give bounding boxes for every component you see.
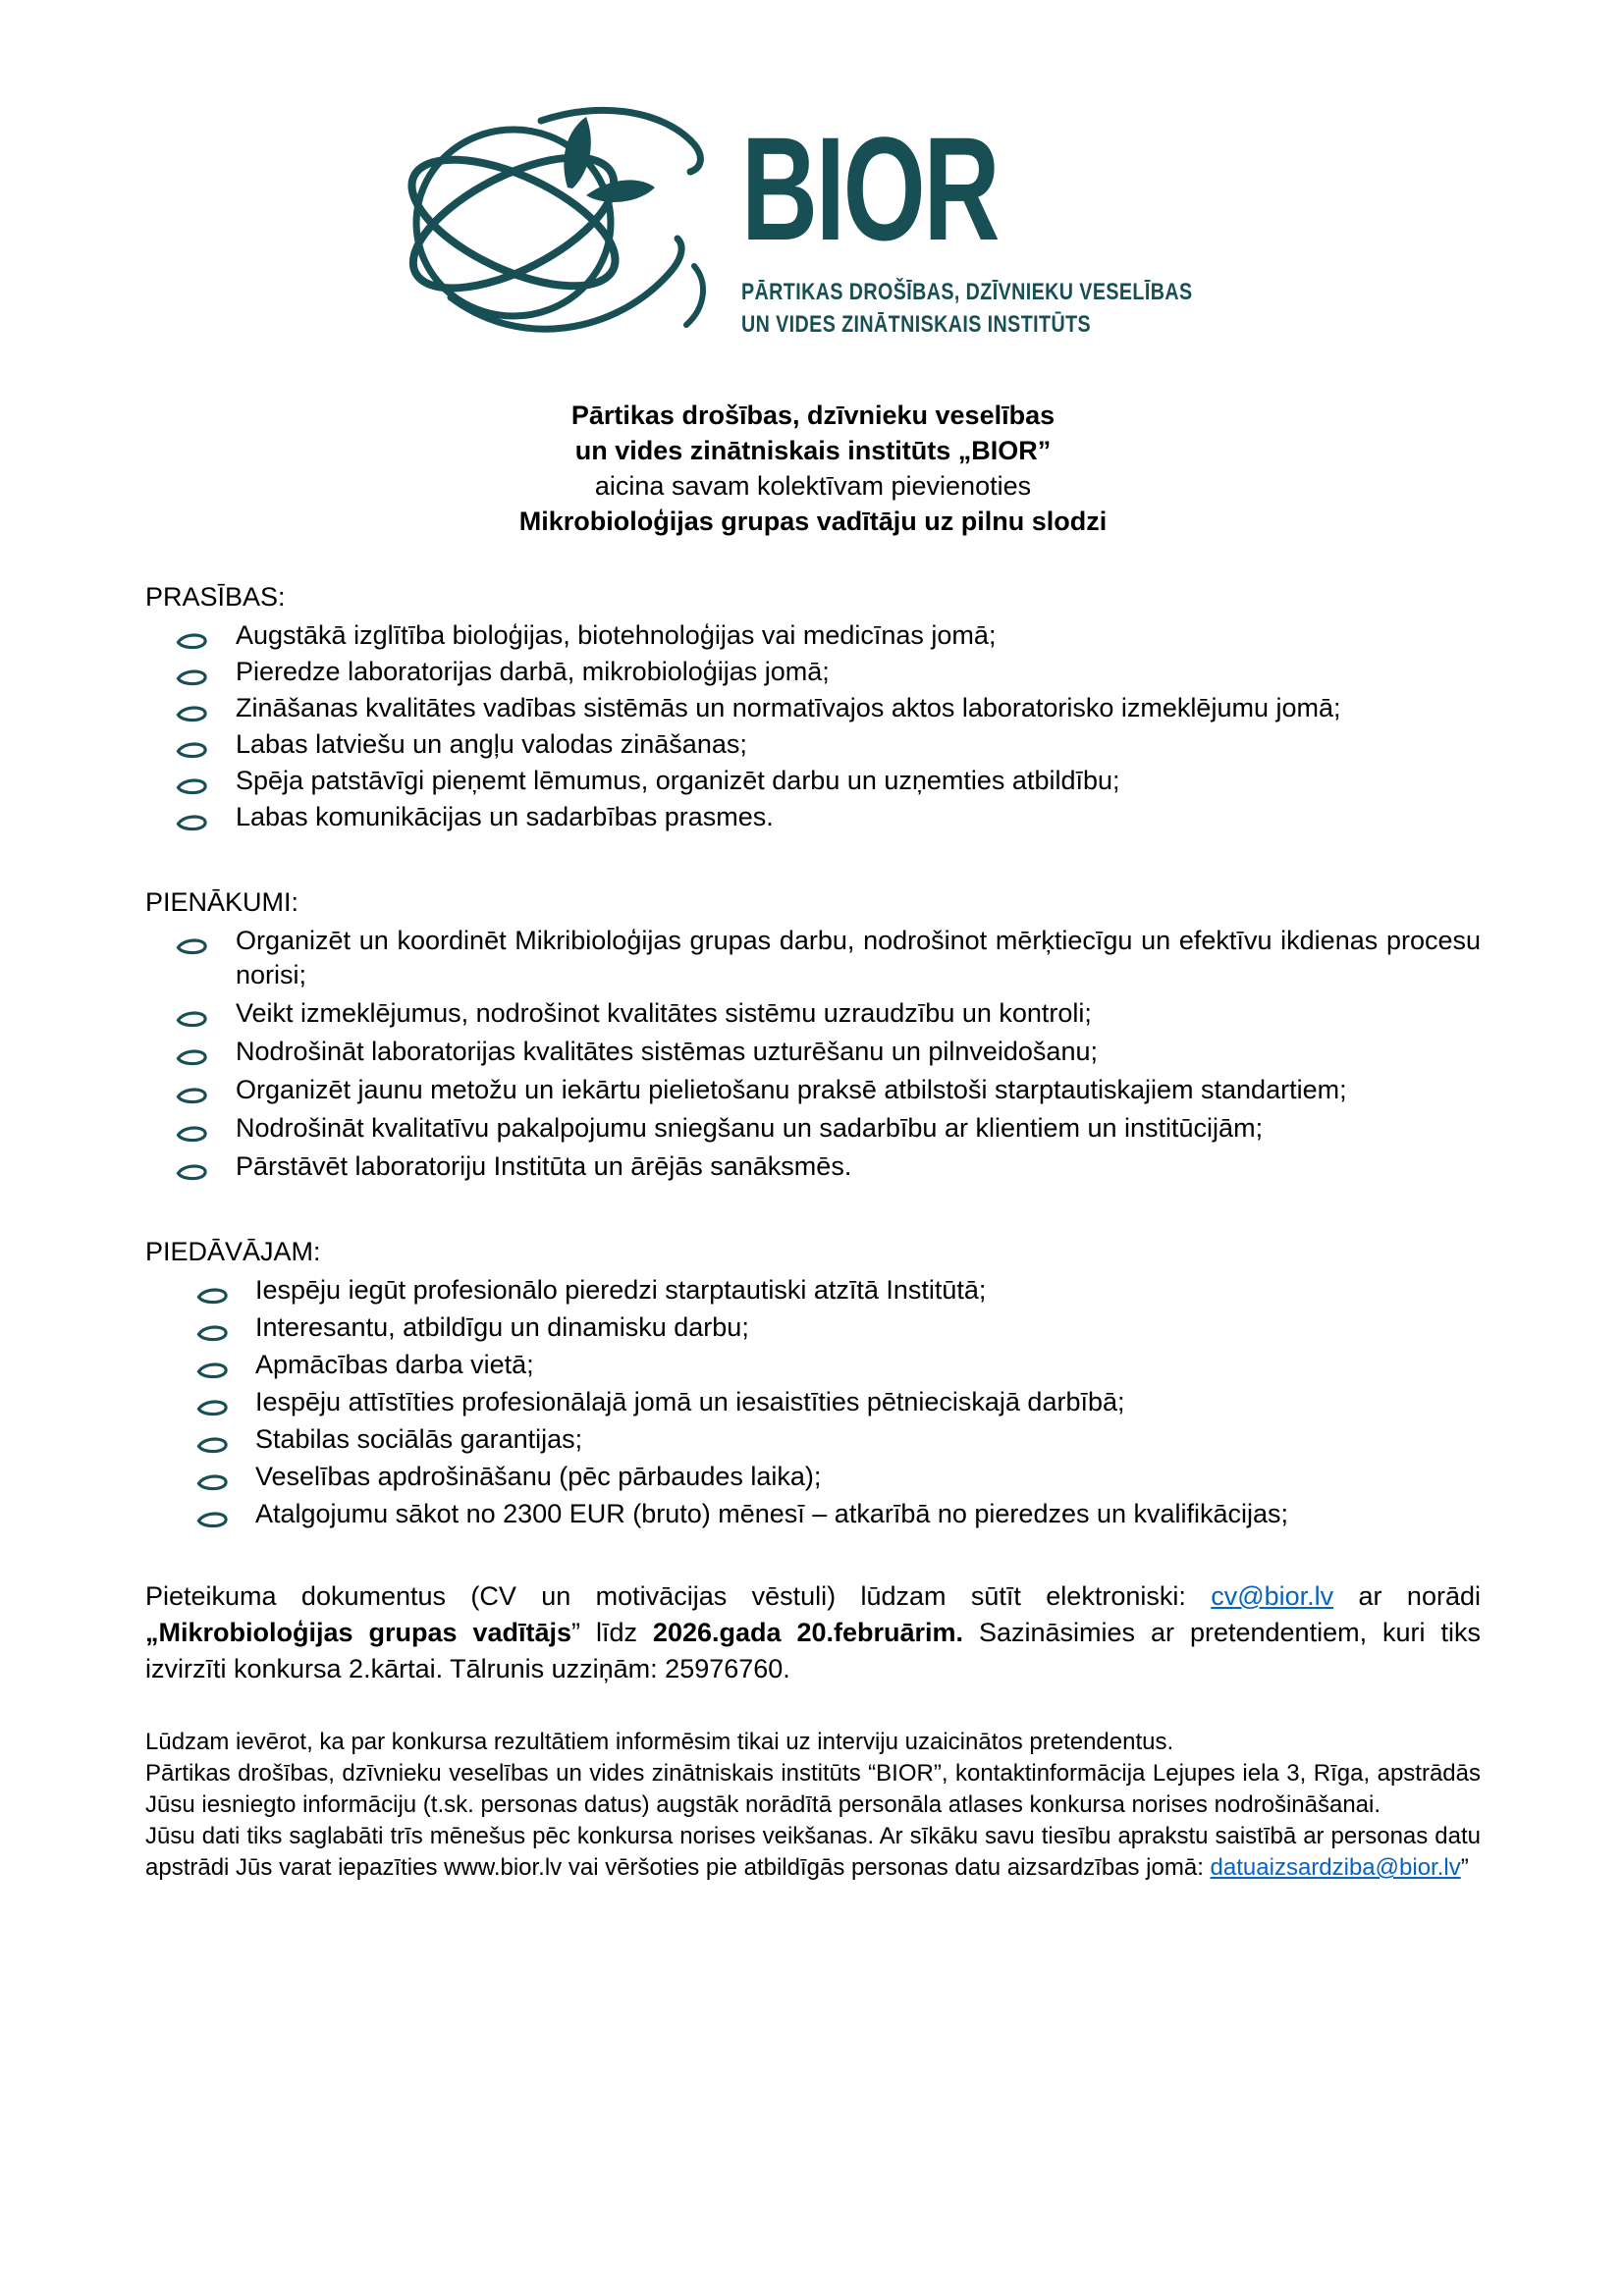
leaf-bullet-icon [196,1467,229,1485]
deadline-bold: 2026.gada 20.februārim. [652,1618,964,1647]
list-item [145,800,1481,834]
apply-text: ” līdz [571,1618,653,1647]
position-name-bold: „Mikrobioloģijas grupas vadītājs [145,1618,571,1647]
offer-list [145,1273,1481,1531]
list-item-text: Organizēt un koordinēt Mikribioloģijas grupas darbu, nodrošinot mērķtiecīgu un efektīvu ikdienas procesu norisi; [236,926,1481,989]
section-requirements [145,580,1481,834]
privacy-note [145,1727,1481,1884]
closing-quote: ” [1460,1854,1469,1881]
requirements-list [145,618,1481,834]
list-item [145,1149,1481,1184]
list-item [145,764,1481,798]
section-heading-offer: PIEDĀVĀJAM: [145,1237,321,1266]
privacy-paragraph-1: Lūdzam ievērot, ka par konkursa rezultātiem informēsim tikai uz interviju uzaicinātos pretendentus. [145,1729,1174,1755]
list-item-text: Pieredze laboratorijas darbā, mikrobioloģijas jomā; [236,657,830,686]
leaf-bullet-icon [176,698,208,717]
leaf-bullet-icon [176,1156,208,1175]
leaf-bullet-icon [196,1317,229,1336]
list-item-text: Apmācības darba vietā; [255,1350,534,1379]
list-item-text: Augstākā izglītība bioloģijas, biotehnoloģijas vai medicīnas jomā; [236,620,997,650]
list-item [145,1422,1481,1457]
list-item-text: Pārstāvēt laboratoriju Institūta un ārējās sanāksmēs. [236,1151,852,1181]
list-item-text: Atalgojumu sākot no 2300 EUR (bruto) mēnesī – atkarībā no pieredzes un kvalifikācijas; [255,1499,1289,1528]
list-item-text: Nodrošināt kvalitatīvu pakalpojumu sniegšanu un sadarbību ar klientiem un institūcijām; [236,1113,1264,1143]
list-item [145,1460,1481,1494]
data-protection-email-link[interactable]: datuaizsardziba@bior.lv [1210,1854,1461,1881]
title-institute-line2: un vides zinātniskais institūts „BIOR” [574,436,1052,465]
list-item-text: Labas latviešu un angļu valodas zināšanas; [236,729,747,759]
leaf-bullet-icon [176,771,208,789]
leaf-bullet-icon [176,1118,208,1137]
list-item-text: Iespēju iegūt profesionālo pieredzi starptautiski atzītā Institūtā; [255,1275,987,1305]
privacy-text: Jūsu dati tiks saglabāti trīs mēnešus pēc konkursa norises veikšanas. Ar sīkāku savu tiesību aprakstu saistībā ar personas datu apstrādi Jūs varat iepazīties www.bior.lv vai vēršoties pie atbildīgās personas datu aizsardzības jomā: [145,1823,1481,1881]
list-item-text: Spēja patstāvīgi pieņemt lēmumus, organizēt darbu un uzņemties atbildību; [236,766,1120,795]
leaf-bullet-icon [196,1504,229,1522]
list-item-text: Organizēt jaunu metožu un iekārtu pielietošanu praksē atbilstoši starptautiskajiem standartiem; [236,1075,1347,1104]
leaf-bullet-icon [176,625,208,644]
privacy-paragraph-3 [145,1821,1481,1884]
title-invite-line: aicina savam kolektīvam pievienoties [594,471,1032,501]
list-item [145,655,1481,689]
list-item [145,1035,1481,1069]
leaf-bullet-icon [176,931,208,949]
application-instructions [145,1578,1481,1687]
duties-list [145,924,1481,1184]
list-item-text: Nodrošināt laboratorijas kvalitātes sistēmas uzturēšanu un pilnveidošanu; [236,1037,1098,1066]
list-item-text: Veikt izmeklējumus, nodrošinot kvalitātes sistēmu uzraudzību un kontroli; [236,998,1092,1028]
logo-text-block [741,93,1291,348]
section-heading-requirements: PRASĪBAS: [145,582,286,612]
list-item [145,996,1481,1031]
list-item-text: Stabilas sociālās garantijas; [255,1424,583,1454]
logo-tagline [741,276,1193,341]
logo-tagline-line2: UN VIDES ZINĀTNISKAIS INSTITŪTS [740,311,1091,338]
list-item-text: Veselības apdrošināšanu (pēc pārbaudes laika); [255,1462,822,1491]
title-institute-line1: Pārtikas drošības, dzīvnieku veselības [570,400,1056,430]
logo-tagline-line1: PĀRTIKAS DROŠĪBAS, DZĪVNIEKU VESELĪBAS [740,279,1193,305]
list-item-text: Interesantu, atbildīgu un dinamisku darbu; [255,1312,749,1342]
list-item [145,1273,1481,1308]
leaf-bullet-icon [196,1355,229,1373]
leaf-bullet-icon [176,1003,208,1022]
privacy-paragraph-2: Pārtikas drošības, dzīvnieku veselības un vides zinātniskais institūts “BIOR”, kontaktinformācija Lejupes iela 3, Rīga, apstrādās Jūsu iesniegto informāciju (t.sk. personas datus) augstāk norādītā personāla atlases konkursa norises nodrošināšanai. [145,1760,1481,1818]
leaf-bullet-icon [196,1429,229,1448]
list-item [145,1073,1481,1107]
title-position-line: Mikrobioloģijas grupas vadītāju uz pilnu slodzi [518,507,1108,536]
cv-email-link[interactable]: cv@bior.lv [1211,1581,1334,1611]
apply-text: ar norādi [1333,1581,1481,1611]
list-item [145,618,1481,653]
section-offer [145,1235,1481,1531]
list-item [145,924,1481,992]
leaf-bullet-icon [196,1280,229,1299]
list-item [145,1348,1481,1382]
leaf-bullet-icon [196,1392,229,1411]
leaf-bullet-icon [176,1041,208,1060]
leaf-bullet-icon [176,807,208,826]
list-item [145,1111,1481,1146]
list-item-text: Iespēju attīstīties profesionālajā jomā un iesaistīties pētnieciskajā darbībā; [255,1387,1125,1416]
section-heading-duties: PIENĀKUMI: [145,887,299,917]
list-item [145,1497,1481,1531]
list-item-text: Zināšanas kvalitātes vadības sistēmās un normatīvajos aktos laboratorisko izmeklējumu jomā; [236,693,1341,722]
leaf-bullet-icon [176,734,208,753]
list-item [145,1385,1481,1419]
logo-wordmark: BIOR [740,106,999,271]
bior-logo [145,93,1481,348]
job-title-block [145,398,1481,539]
apply-text: Sazināsimies ar pretendentiem, kuri tiks izvirzīti konkursa 2.kārtai. Tālrunis uzziņām: 25976760. [145,1618,1481,1683]
list-item [145,691,1481,725]
leaf-bullet-icon [176,1080,208,1098]
list-item-text: Labas komunikācijas un sadarbības prasmes. [236,802,774,831]
list-item [145,1310,1481,1345]
leaf-bullet-icon [176,662,208,680]
list-item [145,727,1481,762]
bior-globe-leaf-icon [404,93,728,348]
apply-text: Pieteikuma dokumentus (CV un motivācijas vēstuli) lūdzam sūtīt elektroniski: [145,1581,1212,1611]
section-duties [145,885,1481,1184]
